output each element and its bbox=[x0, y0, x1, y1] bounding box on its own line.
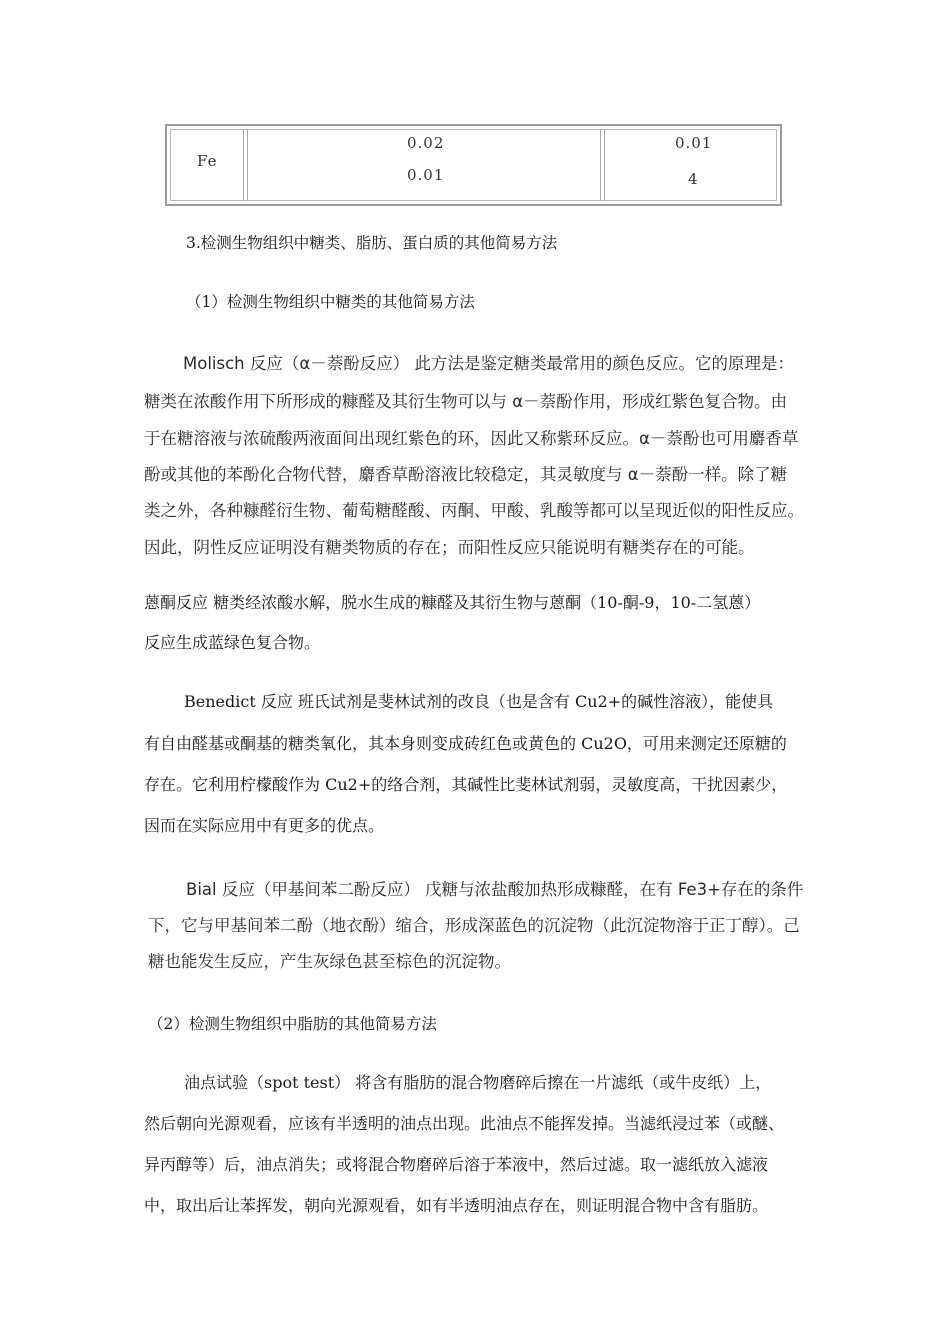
paragraph-line: 糖类在浓酸作用下所形成的糠醛及其衍生物可以与 α－萘酚作用，形成红紫色复合物。由 bbox=[144, 392, 788, 411]
table-cell: 0.01 bbox=[675, 134, 713, 152]
paragraph-line: 因此，阴性反应证明没有糖类物质的存在；而阳性反应只能说明有糖类存在的可能。 bbox=[144, 538, 755, 557]
paragraph-line: Molisch 反应（α－萘酚反应） 此方法是鉴定糖类最常用的颜色反应。它的原理是： bbox=[183, 354, 794, 373]
paragraph-line: Benedict 反应 班氏试剂是斐林试剂的改良（也是含有 Cu2+的碱性溶液），能使具 bbox=[184, 692, 774, 711]
paragraph-line: 中，取出后让苯挥发，朝向光源观看，如有半透明油点存在，则证明混合物中含有脂肪。 bbox=[144, 1196, 769, 1215]
paragraph-line: 异丙醇等）后，油点消失；或将混合物磨碎后溶于苯液中，然后过滤。取一滤纸放入滤液 bbox=[144, 1155, 769, 1174]
paragraph-line: Bial 反应（甲基间苯二酚反应） 戊糖与浓盐酸加热形成糠醛，在有 Fe3+存在的条件 bbox=[186, 880, 804, 899]
subsection-heading-sugar: （1）检测生物组织中糖类的其他简易方法 bbox=[186, 293, 475, 311]
paragraph-line: 油点试验（spot test） 将含有脂肪的混合物磨碎后擦在一片滤纸（或牛皮纸）上， bbox=[184, 1073, 772, 1092]
paragraph-line: 糖也能发生反应，产生灰绿色甚至棕色的沉淀物。 bbox=[148, 952, 511, 971]
paragraph-line: 于在糖溶液与浓硫酸两液面间出现红紫色的环，因此又称紫环反应。α－萘酚也可用麝香草 bbox=[144, 429, 799, 448]
paragraph-line: 下，它与甲基间苯二酚（地衣酚）缩合，形成深蓝色的沉淀物（此沉淀物溶于正丁醇）。己 bbox=[148, 916, 800, 935]
paragraph-line: 然后朝向光源观看，应该有半透明的油点出现。此油点不能挥发掉。当滤纸浸过苯（或醚、 bbox=[144, 1114, 785, 1133]
paragraph-line: 蒽酮反应 糖类经浓酸水解，脱水生成的糠醛及其衍生物与蒽酮（10-酮-9，10-二氢蒽） bbox=[144, 593, 761, 612]
subsection-heading-fat: （2）检测生物组织中脂肪的其他简易方法 bbox=[148, 1015, 437, 1033]
paragraph-line: 类之外，各种糠醛衍生物、葡萄糖醛酸、丙酮、甲酸、乳酸等都可以呈现近似的阳性反应。 bbox=[144, 501, 804, 520]
section-heading: 3.检测生物组织中糖类、脂肪、蛋白质的其他简易方法 bbox=[186, 234, 558, 252]
element-table bbox=[165, 124, 782, 206]
table-cell: 4 bbox=[688, 170, 699, 188]
paragraph-line: 存在。它利用柠檬酸作为 Cu2+的络合剂，其碱性比斐林试剂弱，灵敏度高，干扰因素少， bbox=[144, 775, 788, 794]
table-cell: 0.01 bbox=[407, 166, 445, 184]
table-row-label: Fe bbox=[197, 152, 218, 170]
table-divider-1 bbox=[243, 129, 248, 201]
paragraph-line: 因而在实际应用中有更多的优点。 bbox=[144, 816, 385, 835]
paragraph-line: 有自由醛基或酮基的糖类氧化，其本身则变成砖红色或黄色的 Cu2O，可用来测定还原糖的 bbox=[144, 734, 787, 753]
table-divider-2 bbox=[600, 129, 605, 201]
paragraph-line: 反应生成蓝绿色复合物。 bbox=[144, 633, 321, 652]
paragraph-line: 酚或其他的苯酚化合物代替，麝香草酚溶液比较稳定，其灵敏度与 α－萘酚一样。除了糖 bbox=[144, 465, 788, 484]
table-cell: 0.02 bbox=[407, 134, 445, 152]
